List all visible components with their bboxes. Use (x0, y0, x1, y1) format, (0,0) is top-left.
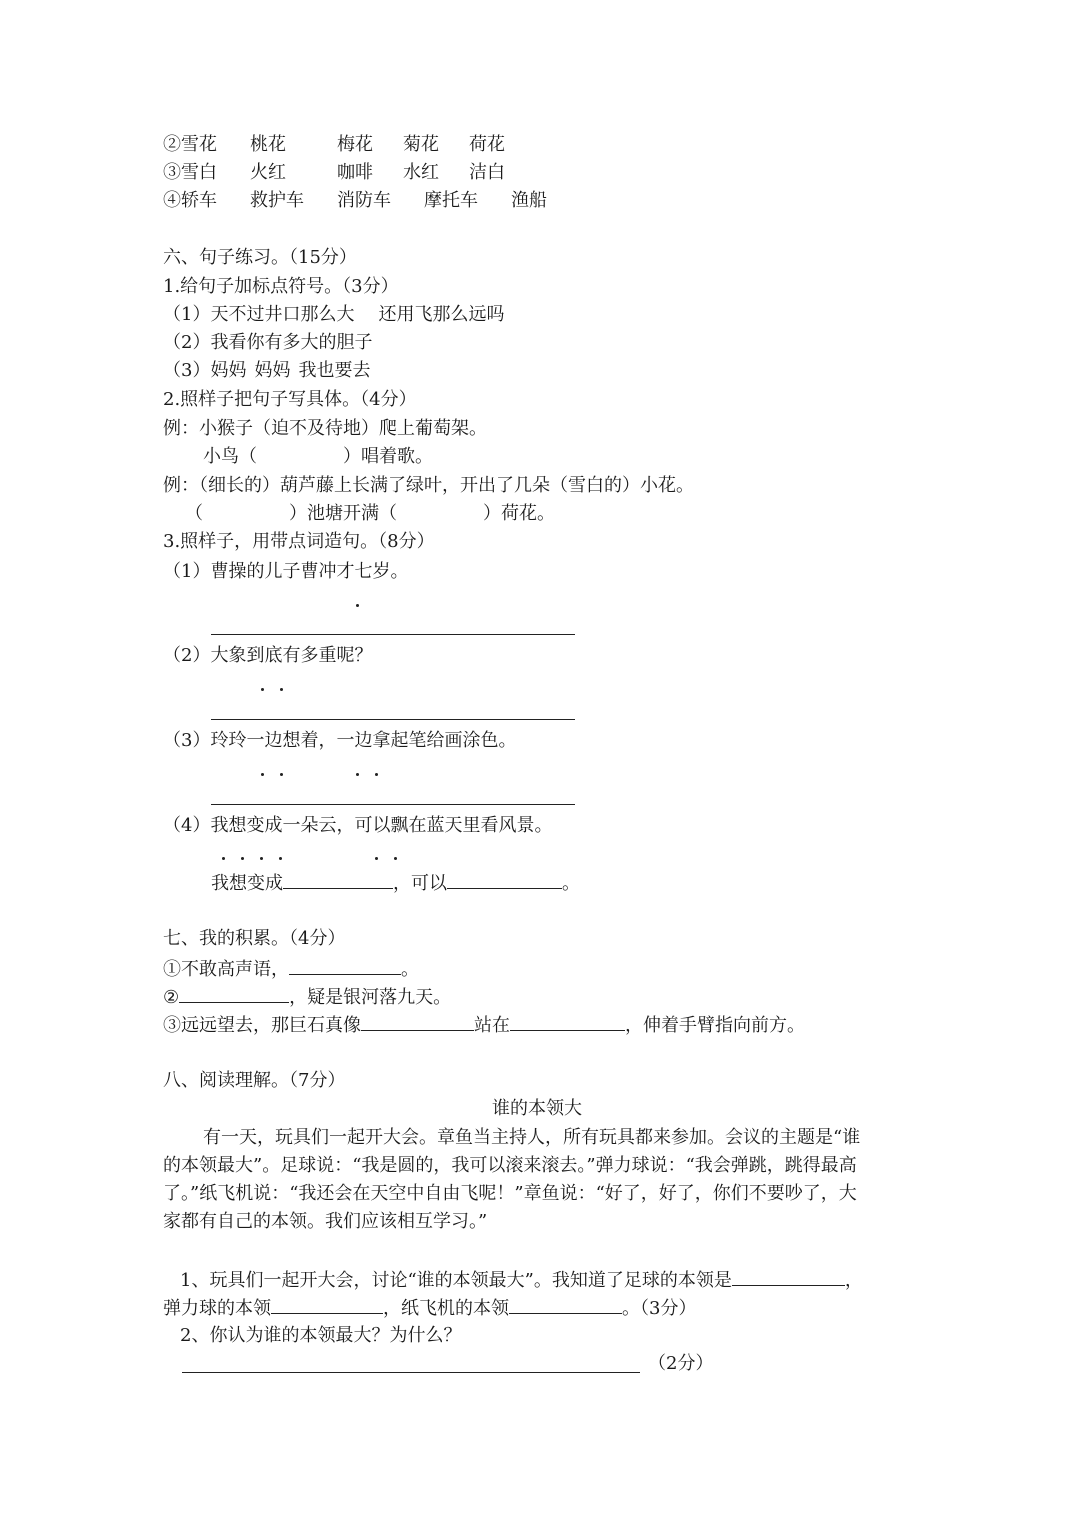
story-paragraph-line-3: 了。”纸飞机说：“我还会在天空中自由飞呢！”章鱼说：“好了，好了，你们不要吵了，大 (163, 1183, 857, 1204)
s8-q1-line-2: 弹力球的本领 ，纸飞机的本领 。（3分） (163, 1295, 696, 1319)
blank-ball[interactable] (271, 1295, 383, 1314)
blank-can[interactable] (447, 870, 562, 889)
section-6-title: 六、句子练习。（15分） (163, 247, 357, 268)
emphasis-dot (280, 773, 283, 776)
s6-q1-item-3: （3）妈妈 妈妈 我也要去 (163, 360, 371, 381)
word-group-4 (163, 189, 547, 213)
group-4-word-4: 摩托车 (424, 190, 478, 211)
s6-q2-example-2: 例：（细长的）葫芦藤上长满了绿叶，开出了几朵（雪白的）小花。 (163, 475, 694, 496)
group-4-word-2: 救护车 (250, 190, 304, 211)
emphasis-dot (375, 773, 378, 776)
group-2-word-3: 梅花 (337, 134, 373, 155)
s6-q3-item-3: （3）玲玲一边想着，一边拿起笔给画涂色。 (163, 730, 517, 751)
s6-q3-fill-4: 我想变成 ，可以 。 (211, 870, 580, 894)
group-2-word-2: 桃花 (250, 134, 286, 155)
group-4-word-3: 消防车 (337, 190, 391, 211)
group-3-word-5: 洁白 (469, 162, 505, 183)
s8-q1-line-1: 1、玩具们一起开大会，讨论“谁的本领最大”。我知道了足球的本领是 ， (180, 1267, 863, 1291)
story-paragraph-line-1: 有一天，玩具们一起开大会。章鱼当主持人，所有玩具都来参加。会议的主题是“谁 (203, 1127, 861, 1148)
emphasis-dot (260, 857, 263, 860)
s6-q2-fill-2: （ ）池塘开满（ ）荷花。 (185, 503, 555, 524)
s6-q1-title: 1.给句子加标点符号。（3分） (163, 276, 399, 297)
s6-q3-item-2: （2）大象到底有多重呢？ (163, 645, 373, 666)
emphasis-dot (241, 857, 244, 860)
s8-q2: 2、你认为谁的本领最大？为什么？ (180, 1325, 462, 1346)
blank-become[interactable] (283, 870, 393, 889)
group-2-word-4: 菊花 (403, 134, 439, 155)
s6-q2-example-1: 例：小猴子（迫不及待地）爬上葡萄架。 (163, 418, 487, 439)
blank-football[interactable] (732, 1267, 845, 1286)
answer-line-q2[interactable] (182, 1372, 640, 1373)
blank-rock-2[interactable] (510, 1012, 625, 1031)
answer-line-2[interactable] (211, 719, 575, 720)
word-group-2 (163, 133, 505, 157)
group-3-word-1: ③雪白 (163, 162, 217, 183)
section-7-title: 七、我的积累。（4分） (163, 928, 346, 949)
emphasis-dot (279, 857, 282, 860)
s6-q1-item-2: （2）我看你有多大的胆子 (163, 332, 373, 353)
emphasis-dot (222, 857, 225, 860)
blank-poem-1[interactable] (289, 956, 401, 975)
emphasis-dot (280, 688, 283, 691)
emphasis-dot (261, 773, 264, 776)
s8-q2-score: （2分） (648, 1353, 714, 1374)
answer-line-3[interactable] (211, 804, 575, 805)
emphasis-dot (394, 857, 397, 860)
story-paragraph-line-2: 的本领最大”。足球说：“我是圆的，我可以滚来滚去。”弹力球说：“我会弹跳，跳得最高 (163, 1155, 857, 1176)
group-3-word-2: 火红 (250, 162, 286, 183)
s6-q3-item-1: （1）曹操的儿子曹冲才七岁。 (163, 561, 409, 582)
blank-rock-1[interactable] (361, 1012, 474, 1031)
story-paragraph-line-4: 家都有自己的本领。我们应该相互学习。” (163, 1211, 488, 1232)
s6-q2-fill-1: 小鸟（ ）唱着歌。 (203, 446, 433, 467)
s7-line-1: ①不敢高声语， 。 (163, 956, 419, 980)
word-group-3 (163, 161, 505, 185)
s7-line-2: ② ，疑是银河落九天。 (163, 984, 451, 1008)
group-2-word-1: ②雪花 (163, 134, 217, 155)
s6-q1-item-1: （1）天不过井口那么大 还用飞那么远吗 (163, 304, 505, 325)
section-8-title: 八、阅读理解。（7分） (163, 1070, 346, 1091)
s6-q3-title: 3.照样子，用带点词造句。（8分） (163, 531, 435, 552)
group-3-word-3: 咖啡 (337, 162, 373, 183)
emphasis-dot (356, 604, 359, 607)
blank-plane[interactable] (509, 1295, 622, 1314)
s6-q3-item-4: （4）我想变成一朵云，可以飘在蓝天里看风景。 (163, 815, 553, 836)
s6-q2-title: 2.照样子把句子写具体。（4分） (163, 389, 417, 410)
s7-line-3: ③远远望去，那巨石真像 站在 ，伸着手臂指向前方。 (163, 1012, 805, 1036)
blank-poem-2[interactable] (179, 984, 289, 1003)
group-2-word-5: 荷花 (469, 134, 505, 155)
group-3-word-4: 水红 (403, 162, 439, 183)
emphasis-dot (261, 688, 264, 691)
group-4-word-5: 渔船 (511, 190, 547, 211)
group-4-word-1: ④轿车 (163, 190, 217, 211)
answer-line-1[interactable] (211, 634, 575, 635)
emphasis-dot (375, 857, 378, 860)
emphasis-dot (356, 773, 359, 776)
story-title: 谁的本领大 (492, 1098, 582, 1119)
